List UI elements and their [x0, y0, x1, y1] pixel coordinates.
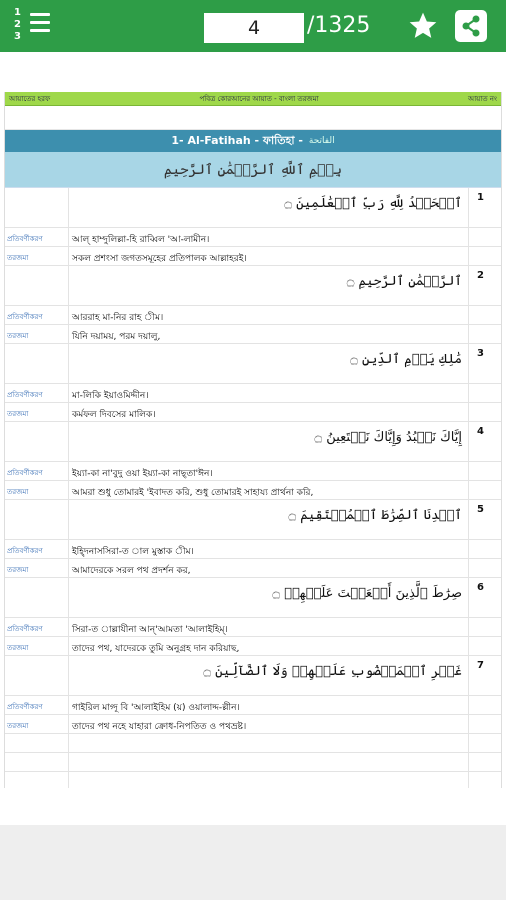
blank-cell: [469, 753, 501, 771]
translation-label: তরজমা: [5, 715, 69, 733]
transliteration-label: প্রতিবর্ণীকরণ: [5, 462, 69, 480]
bookmark-star-button[interactable]: [407, 10, 439, 42]
verse-translation: আমাদেরকে সরল পথ প্রদর্শন কর,: [69, 559, 469, 577]
verse-arabic-text: إِيَّاكَ نَعۡبُدُ وَإِيَّاكَ نَسۡتَعِينُ ۝: [69, 422, 469, 461]
top-bar: [0, 0, 506, 52]
blank-cell: [5, 772, 69, 788]
column-header-right: আয়াত নং: [468, 94, 497, 103]
transliteration-label: প্রতিবর্ণীকরণ: [5, 696, 69, 714]
blank-cell: [469, 228, 501, 246]
share-button[interactable]: [455, 10, 487, 42]
verse-arabic-row: [5, 188, 501, 228]
blank-cell: [469, 715, 501, 733]
blank-cell: [69, 753, 469, 771]
verse-arabic-row: [5, 344, 501, 384]
bismillah: بِسۡمِ ٱللَّهِ ٱلرَّحۡمَٰنِ ٱلرَّحِيمِ: [5, 152, 501, 188]
verse-list-menu-button[interactable]: [8, 5, 56, 47]
verse-arabic-row: [5, 422, 501, 462]
verse-arabic-row: [5, 500, 501, 540]
label-cell: [5, 578, 69, 617]
verse-arabic-text: ٱلۡحَمۡدُ لِلَّهِ رَبِّ ٱلۡعَٰلَمِينَ ۝: [69, 188, 469, 227]
blank-cell: [469, 325, 501, 343]
verse-transliteration-row: [5, 618, 501, 637]
verse-translation: আমরা শুধু তোমারই 'ইবাদত করি, শুধু তোমারই সাহায্য প্রার্থনা করি,: [69, 481, 469, 499]
blank-cell: [5, 734, 69, 752]
column-header-middle: পবিত্র কোরআনের আয়াত - বাংলা তরজমা: [199, 94, 319, 103]
transliteration-label: প্রতিবর্ণীকরণ: [5, 384, 69, 402]
blank-cell: [469, 637, 501, 655]
label-cell: [5, 188, 69, 227]
verse-arabic-text: ٱلرَّحۡمَٰنِ ٱلرَّحِيمِ ۝: [69, 266, 469, 305]
translation-label: তরজমা: [5, 403, 69, 421]
verse-number: 3: [477, 348, 484, 359]
label-cell: [5, 266, 69, 305]
bottom-blank-area: [0, 825, 506, 900]
quran-page-document[interactable]: [4, 92, 502, 788]
verse-transliteration-row: [5, 462, 501, 481]
transliteration-label: প্রতিবর্ণীকরণ: [5, 618, 69, 636]
transliteration-label: প্রতিবর্ণীকরণ: [5, 306, 69, 324]
verse-translation: যিনি দয়াময়, পরম দয়ালু,: [69, 325, 469, 343]
translation-label: তরজমা: [5, 325, 69, 343]
transliteration-label: প্রতিবর্ণীকরণ: [5, 540, 69, 558]
menu-lines-icon: [30, 13, 50, 37]
transliteration-label: প্রতিবর্ণীকরণ: [5, 228, 69, 246]
blank-cell: [469, 696, 501, 714]
verse-transliteration: আল্ হাম্দুলিল্লা-হি রাব্বিল 'আ-লামীন।: [69, 228, 469, 246]
verse-transliteration: গাইরিল মাগ্দূ বি 'আলাইহিম (য়) ওয়ালাদ্দ-ল্লীন।: [69, 696, 469, 714]
verse-arabic-text: مَٰلِكِ يَوۡمِ ٱلدِّينِ ۝: [69, 344, 469, 383]
verse-arabic-row: [5, 656, 501, 696]
blank-cell: [469, 384, 501, 402]
verse-translation: কর্মফল দিবসের মালিক।: [69, 403, 469, 421]
blank-cell: [469, 772, 501, 788]
numbered-list-icon: 1 2 3: [14, 7, 21, 42]
label-cell: [5, 344, 69, 383]
verse-transliteration: ইয়্যা-কা না'বুদু ওয়া ইয়্যা-কা নাছ্তা'ঈন।: [69, 462, 469, 480]
blank-cell: [5, 753, 69, 771]
verse-arabic-row: [5, 578, 501, 618]
verse-arabic-row: [5, 266, 501, 306]
surah-title-arabic: الفاتحة: [308, 136, 335, 146]
verse-number: 6: [477, 582, 484, 593]
blank-cell: [469, 618, 501, 636]
total-pages-label: /1325: [307, 13, 371, 38]
verse-transliteration: ইহ্দিনাসসিরা-ত াল মুস্তাক ীম।: [69, 540, 469, 558]
verse-translation-row: [5, 403, 501, 422]
top-spacer: [0, 52, 506, 92]
empty-row: [5, 772, 501, 788]
empty-row: [5, 753, 501, 772]
verse-transliteration-row: [5, 384, 501, 403]
verse-translation-row: [5, 247, 501, 266]
verse-number: 5: [477, 504, 484, 515]
verse-arabic-text: غَيۡرِ ٱلۡمَغۡضُوبِ عَلَيۡهِمۡ وَلَا ٱلضَّآلِّينَ ۝: [69, 656, 469, 695]
label-cell: [5, 422, 69, 461]
verse-translation-row: [5, 481, 501, 500]
verse-transliteration: আররাহ মা-নির রাহ ীম।: [69, 306, 469, 324]
blank-cell: [469, 559, 501, 577]
verse-transliteration: সিরা-ত াল্লাযীনা আন্'আমতা 'আলাইহিম্।: [69, 618, 469, 636]
verse-transliteration-row: [5, 696, 501, 715]
page-number-input[interactable]: [204, 13, 304, 43]
surah-title: 1- Al-Fatihah - ফাতিহা -: [171, 133, 303, 147]
label-cell: [5, 656, 69, 695]
surah-title-bar: [5, 130, 501, 152]
translation-label: তরজমা: [5, 559, 69, 577]
verse-transliteration-row: [5, 228, 501, 247]
blank-cell: [469, 540, 501, 558]
verse-translation: তাদের পথ নহে যাহারা ক্রোধ-নিপতিত ও পথভ্রষ্ট।: [69, 715, 469, 733]
empty-row: [5, 734, 501, 753]
label-cell: [5, 500, 69, 539]
verse-translation-row: [5, 325, 501, 344]
blank-cell: [69, 772, 469, 788]
column-header-left: আয়াতের হরফ: [9, 94, 51, 103]
verse-arabic-text: ٱهۡدِنَا ٱلصِّرَٰطَ ٱلۡمُسۡتَقِيمَ ۝: [69, 500, 469, 539]
translation-label: তরজমা: [5, 481, 69, 499]
blank-cell: [469, 462, 501, 480]
blank-cell: [469, 403, 501, 421]
column-header: [5, 92, 501, 106]
blank-cell: [469, 247, 501, 265]
star-icon: [407, 10, 439, 42]
verse-number: 4: [477, 426, 484, 437]
verse-number: 7: [477, 660, 484, 671]
translation-label: তরজমা: [5, 637, 69, 655]
verse-transliteration-row: [5, 306, 501, 325]
verse-translation: তাদের পথ, যাদেরকে তুমি অনুগ্রহ দান করিয়াছ,: [69, 637, 469, 655]
verse-transliteration: মা-লিকি ইয়াওমিদ্দীন।: [69, 384, 469, 402]
translation-label: তরজমা: [5, 247, 69, 265]
verse-translation-row: [5, 715, 501, 734]
verse-transliteration-row: [5, 540, 501, 559]
share-icon: [455, 10, 487, 42]
blank-cell: [69, 734, 469, 752]
verse-number: 1: [477, 192, 484, 203]
verse-arabic-text: صِرَٰطَ ٱلَّذِينَ أَنۡعَمۡتَ عَلَيۡهِمۡ ۝: [69, 578, 469, 617]
blank-cell: [469, 481, 501, 499]
verse-translation: সকল প্রশংসা জগতসমূহের প্রতিপালক আল্লাহরই।: [69, 247, 469, 265]
blank-row: [5, 106, 501, 130]
verse-translation-row: [5, 637, 501, 656]
blank-cell: [469, 306, 501, 324]
verse-number: 2: [477, 270, 484, 281]
verse-translation-row: [5, 559, 501, 578]
verse-table: [5, 188, 501, 788]
blank-cell: [469, 734, 501, 752]
